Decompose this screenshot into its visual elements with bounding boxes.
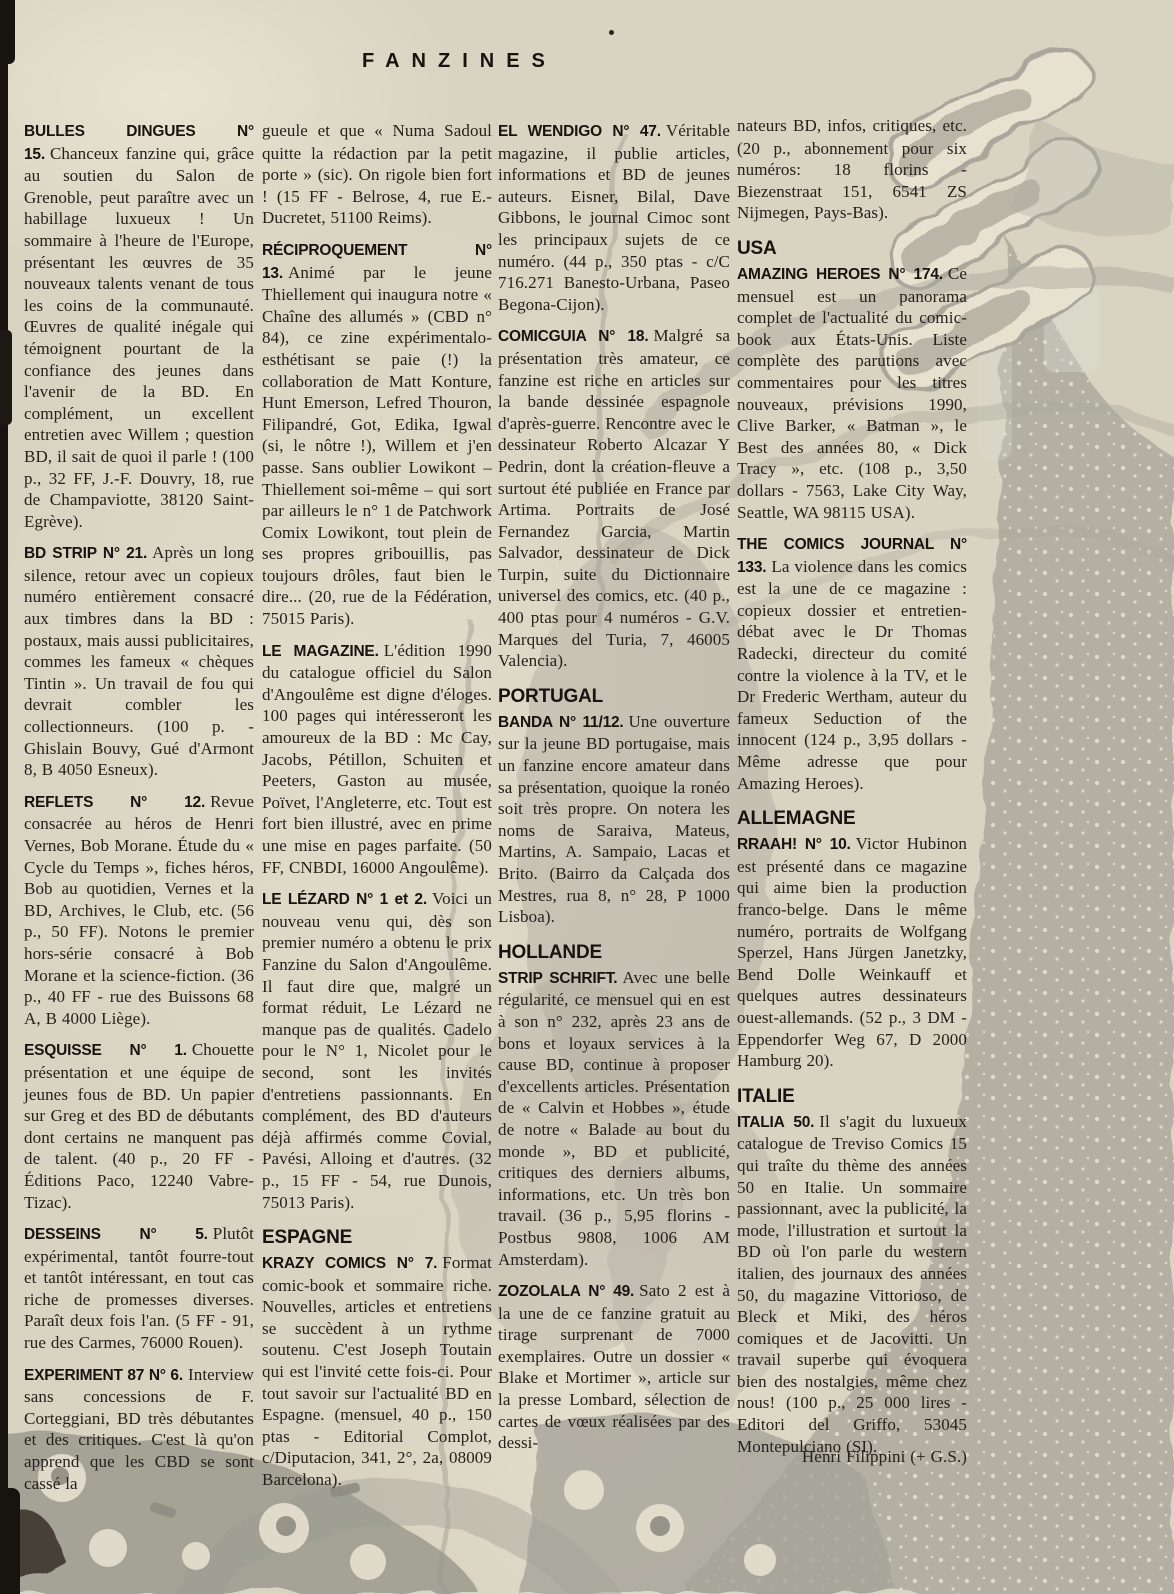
fanzine-title: BANDA N° 11/12. [498, 713, 624, 731]
scan-edge-notch [0, 0, 15, 64]
country-header-italie: ITALIE [737, 1085, 795, 1107]
fanzine-title: KRAZY COMICS N° 7. [262, 1255, 438, 1273]
fanzine-text: Véritable magazine, il publie articles, informations et BD de jeunes auteurs. Eisner, Bilal, Dave Gibbons, le journal Cimoc sont les principaux sujets de ce numéro. (44 p., 350 ptas - c/C 716.271 Banesto-Urbana, Paseo Begona-Cijon). [498, 121, 730, 314]
fanzine-entry [498, 120, 730, 315]
fanzine-entry-continuation [262, 120, 492, 229]
fanzine-entry [262, 239, 492, 630]
fanzine-entry [498, 325, 730, 672]
fanzine-text: Chouette présentation et une équipe de jeunes fous de BD. Un papier sur Greg et des BD de débutants dont certains ne manquent pas de talent. (40 p., 20 FF - Éditions Paco, 12240 Vabre-Tizac). [24, 1040, 254, 1212]
fanzine-title: RÉCIPROQUEMENT N° 13. [262, 241, 492, 282]
scan-edge-notch [0, 1488, 20, 1594]
fanzine-text: Plutôt expérimental, tantôt fourre-tout et tantôt intéressant, en tout cas riche de promesses diverses. Paraît deux fois l'an. (5 FF - 91, rue des Carmes, 76000 Rouen). [24, 1224, 254, 1353]
fanzine-entry [737, 1111, 967, 1458]
fanzine-title: BULLES DINGUES N° 15. [24, 123, 254, 163]
fanzine-text: Malgré sa présentation très amateur, ce fanzine est riche en articles sur la bande dessinée espagnole d'après-guerre. Rencontre avec le dessinateur Roberto Alcazar Y Pedrin, dont la création-fleuve a surtout été publiée en France par Artima. Portraits de José Fernandez Garcia, Martin Salvador, dessinateur de Dick Turpin, suite du Dictionnaire universel des comics, etc. (40 p., 400 ptas pour 4 numéros - G.V. Marques del Turia, 7, 46005 Valencia). [498, 326, 730, 671]
fanzine-entry [262, 640, 492, 879]
fanzine-entry [24, 1039, 254, 1213]
fanzine-text: nateurs BD, infos, critiques, etc. (20 p., abonnement pour six numéros: 18 florins - Biezenstraat 151, 6541 ZS Nijmegen, Pays-Bas). [737, 116, 967, 223]
fanzine-text: Voici un nouveau venu qui, dès son premier numéro a obtenu le prix Fanzine du Salon d'Angoulême. Il faut dire que, malgré un format réduit, Le Lézard ne manque pas de qualités. Cadelo pour le N° 1, Nicolet pour le second, sont les invités d'entretiens passionnants. En complément, des BD d'auteurs déjà affirmés comme Covial, Pavési, Alloing et d'autres. (32 p., 15 FF - 54, rue Dunois, 75013 Paris). [262, 889, 492, 1212]
fanzine-text: gueule et que « Numa Sadoul quitte la rédaction par la petit porte » (sic). On rigole bien fort ! (15 FF - Belrose, 4, rue E.-Ducretet, 51100 Reims). [262, 121, 492, 228]
fanzine-entry-continuation [737, 115, 967, 224]
fanzine-title: THE COMICS JOURNAL N° 133. [737, 536, 967, 576]
text-column-4 [737, 115, 967, 1467]
text-column-3 [498, 120, 730, 1464]
fanzine-text: Sato 2 est à la une de ce fanzine gratuit au tirage surprenant de 7000 exemplaires. Outre un dossier « Blake et Mortimer », article sur la presse Lombard, sélection de cartes de vœux réalisées par des dessi- [498, 1281, 730, 1453]
fanzine-entry [498, 967, 730, 1270]
country-header-usa: USA [737, 237, 777, 259]
byline: Henri Filippini (+ G.S.) [801, 1446, 967, 1466]
country-header-allemagne: ALLEMAGNE [737, 808, 856, 830]
fanzine-entry [24, 120, 254, 532]
fanzine-entry [262, 1252, 492, 1491]
fanzine-text: Interview sans concessions de F. Corteggiani, BD très débutantes et des critiques. C'est là qu'on apprend que les CBD se sont cassé la [24, 1364, 254, 1493]
fanzine-entry [737, 833, 967, 1072]
page-title: FANZINES [362, 50, 557, 72]
fanzine-text: Format comic-book et sommaire riche. Nouvelles, articles et entretiens se succèdent à un rythme soutenu. C'est Joseph Toutain qui est l'invité cette fois-ci. Pour tout savoir sur l'actualité BD en Espagne. (mensuel, 40 p., 150 ptas - Editorial Complot, c/Diputacion, 341, 2°, 2a, 08009 Barcelona). [262, 1253, 492, 1490]
fanzine-text: Revue consacrée au héros de Henri Vernes, Bob Morane. Étude du « Cycle du Temps », fiches héros, Bob au quotidien, Vernes et la BD, Archives, le Club, etc. (56 p., 50 FF). Notons le premier hors-série consacré à Bob Morane et la science-fiction. (36 p., 40 FF - rue des Buissons 68 A, B 4000 Liège). [24, 791, 254, 1028]
fanzine-title: RRAAH! N° 10. [737, 836, 851, 854]
fanzine-entry [498, 1280, 730, 1454]
fanzine-title: AMAZING HEROES N° 174. [737, 265, 943, 283]
fanzine-title: STRIP SCHRIFT. [498, 969, 618, 987]
country-header-hollande: HOLLANDE [498, 941, 602, 963]
fanzine-text: Animé par le jeune Thiellement qui inaugura notre « Chaîne des allumés » (CBD n° 84), ce zine expérimentalo-esthétisant se paie (!) la collaboration de Matt Konture, Hunt Emerson, Lefred Thouron, Filipandré, Got, Edika, Igwal (si, le nôtre !), Willem et j'en passe. Sans oublier Lowikont – Thiellement soi-même – qui sort par ailleurs le n° 1 de Patchwork Comix Lowikont, tout plein de ses propres gribouillis, pas toujours drôles, faut bien le dire... (20, rue de la Fédération, 75015 Paris). [262, 262, 492, 629]
fanzine-title: DESSEINS N° 5. [24, 1226, 208, 1244]
fanzine-text: Chanceux fanzine qui, grâce au soutien du Salon de Grenoble, peut paraître avec un habillage luxueux ! Un sommaire à l'heure de l'Europe, présentant les œuvres de 35 nouveaux talents venant de tous les coins de la communauté. Œuvres de qualité inégale qui témoignent pourtant de la confiance des jeunes dans l'avenir de la BD. En complément, un excellent entretien avec Willem ; question BD, il sait de quoi il parle ! (100 p., 32 FF, J.-F. Douvry, 18, rue de Champaviotte, 38120 Saint-Egrève). [24, 143, 254, 531]
fanzine-title: BD STRIP N° 21. [24, 545, 148, 563]
fanzine-entry [24, 1364, 254, 1495]
fanzine-text: Il s'agit du luxueux catalogue de Treviso Comics 15 qui traîte du thème des années 50 en Italie. Un sommaire passionnant, avec la publicité, la mode, l'illustration et surtout la BD où l'on parle du western italien, des journaux des années 50, du magazine Vittorioso, de Bleck et Miki, des héros comiques et de Jacovitti. Un travail superbe qui évoquera bien des nostalgies, même chez nous! (100 p., 25 000 lires - Editori del Griffo, 53045 Montepulciano (SI). [737, 1111, 967, 1456]
scan-edge [0, 0, 8, 1594]
fanzine-entry [24, 1223, 254, 1354]
fanzine-text: La violence dans les comics est la une de ce magazine : copieux dossier et entretien-débat avec le Dr Thomas Radecki, directeur du comité contre la violence à la TV, et le Dr Frederic Wertham, auteur du fameux Seduction of the innocent (124 p., 3,95 dollars - Même adresse que pour Amazing Heroes). [737, 556, 967, 793]
fanzine-text: L'édition 1990 du catalogue officiel du Salon d'Angoulême est digne d'éloges. 100 pages qui intéresseront les amoureux de la BD : Mc Cay, Jacobs, Pétillon, Schuiten et Peeters, Gaston au musée, Poïvet, l'Angleterre, etc. Tout est fort bien illustré, avec en prime une mise en pages parfaite. (50 FF, CNBDI, 16000 Angoulême). [262, 640, 492, 877]
fanzine-title: LE LÉZARD N° 1 et 2. [262, 891, 427, 909]
ink-speck [609, 30, 614, 35]
fanzine-title: LE MAGAZINE. [262, 642, 379, 660]
fanzine-entry [24, 542, 254, 781]
country-header-espagne: ESPAGNE [262, 1227, 353, 1249]
text-column-1 [24, 120, 254, 1504]
fanzine-title: ZOZOLALA N° 49. [498, 1283, 635, 1301]
fanzine-text: Victor Hubinon est présenté dans ce magazine qui aime bien la production franco-belge. Dans le même numéro, portraits de Wolfgang Sperzel, Hans Jürgen Janetzky, Bend Dolle Weinkauff et quelques autres dessinateurs ouest-allemands. (52 p., 3 DM - Eppendorfer Weg 67, D 2000 Hamburg 20). [737, 834, 967, 1071]
fanzine-title: ITALIA 50. [737, 1113, 815, 1131]
country-header-portugal: PORTUGAL [498, 685, 604, 707]
fanzine-text: Avec une belle régularité, ce mensuel qui en est à son n° 232, après 23 ans de bons et loyaux services à la cause BD, continue à proposer d'excellents articles. Présentation de « Calvin et Hobbes », étude de notre « Balade au bout du monde », BD et publicité, critiques des derniers albums, informations, etc. Un très bon travail. (36 p., 5,95 florins - Postbus 9808, 1006 AM Amsterdam). [498, 967, 730, 1269]
fanzine-title: COMICGUIA N° 18. [498, 328, 649, 346]
fanzine-title: ESQUISSE N° 1. [24, 1042, 187, 1060]
fanzine-title: REFLETS N° 12. [24, 793, 206, 811]
fanzine-text: Ce mensuel est un panorama complet de l'actualité du comic-book aux États-Unis. Liste complète des parutions avec commentaires pour les titres nouveaux, prévisions 1990, Clive Barker, « Batman », le Best des années 80, « Dick Tracy », etc. (108 p., 3,50 dollars - 7563, Lake City Way, Seattle, WA 98115 USA). [737, 263, 967, 522]
fanzine-entry [737, 263, 967, 523]
fanzine-title: EL WENDIGO N° 47. [498, 123, 661, 140]
fanzine-title: EXPERIMENT 87 N° 6. [24, 1366, 183, 1384]
fanzine-entry [737, 533, 967, 794]
fanzine-entry [24, 791, 254, 1030]
scan-edge-notch [0, 330, 12, 425]
fanzine-text: Une ouverture sur la jeune BD portugaise, mais un fanzine encore amateur dans sa présentation, quoique la ronéo soit très propre. On notera les noms de Saraiva, Mateus, Martins, A. Sampaio, Lacas et Brito. (Bairro da Calçada dos Mestres, rua 8, n° 28, P 1000 Lisboa). [498, 711, 731, 927]
fanzine-text: Après un long silence, retour avec un copieux numéro entièrement consacré aux timbres dans la BD : postaux, mais aussi publicitaires, commes les fameux « chèques Tintin ». Un travail de fou qui devrait combler les collectionneurs. (100 p. - Ghislain Bouvy, Gué d'Armont 8, B 4050 Esneux). [24, 543, 254, 780]
fanzine-entry [262, 888, 492, 1213]
fanzine-entry [498, 711, 730, 928]
text-column-2 [262, 120, 492, 1501]
